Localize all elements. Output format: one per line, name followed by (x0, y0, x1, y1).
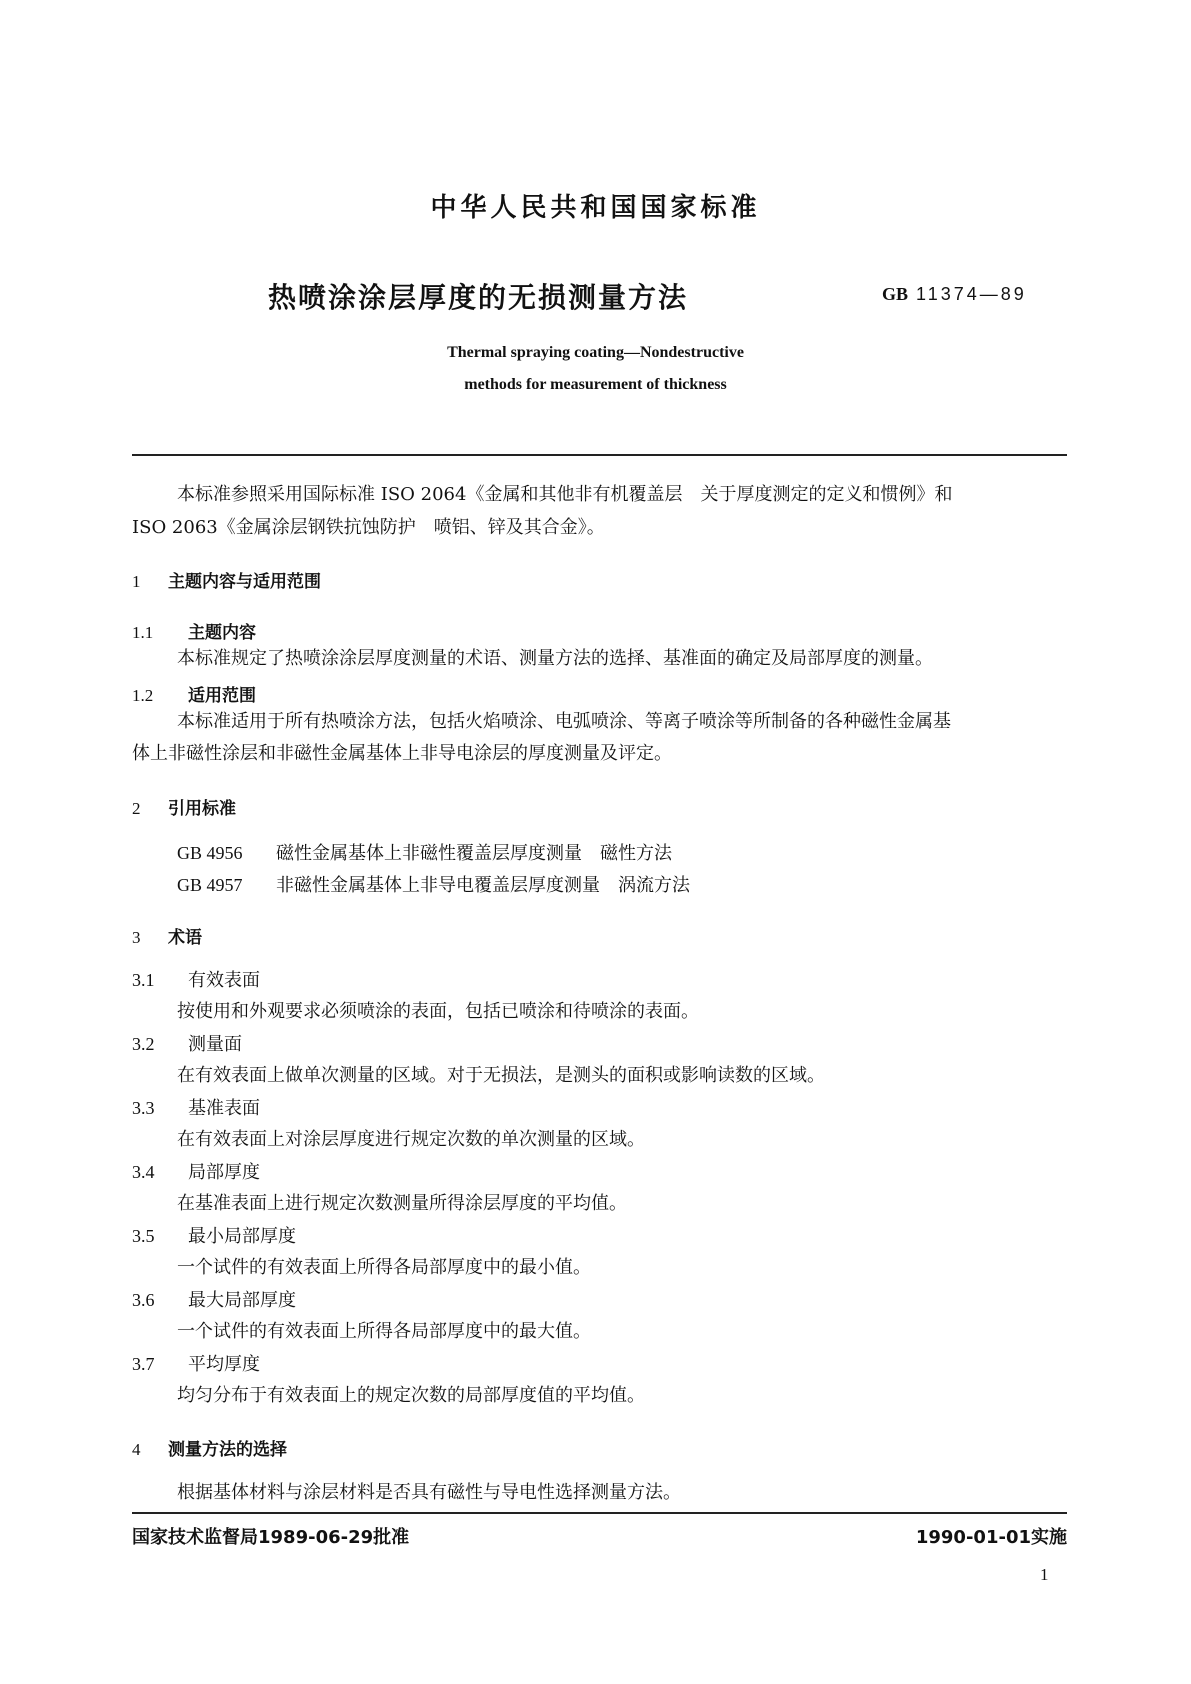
section-1-2-title: 适用范围 (188, 686, 256, 706)
term-number: 3.4 (132, 1162, 155, 1182)
term-definition: 按使用和外观要求必须喷涂的表面，包括已喷涂和待喷涂的表面。 (177, 1001, 699, 1022)
section-1-2-text-line-1: 本标准适用于所有热喷涂方法，包括火焰喷涂、电弧喷涂、等离子喷涂等所制备的各种磁性金属基 (177, 711, 951, 732)
section-3-title: 术语 (168, 928, 202, 948)
standard-prefix: GB (882, 284, 909, 304)
section-4-text: 根据基体材料与涂层材料是否具有磁性与导电性选择测量方法。 (177, 1482, 681, 1503)
section-2-number: 2 (132, 799, 141, 818)
reference-item (177, 842, 672, 865)
term-name: 有效表面 (188, 970, 260, 991)
term-name: 局部厚度 (188, 1162, 260, 1183)
term-definition: 均匀分布于有效表面上的规定次数的局部厚度值的平均值。 (177, 1385, 645, 1406)
section-1-1-number: 1.1 (132, 623, 154, 642)
approval-text: 国家技术监督局1989-06-29批准 (132, 1527, 410, 1548)
standard-number (882, 284, 1027, 305)
section-2-heading (132, 794, 236, 819)
section-1-1-title: 主题内容 (188, 623, 256, 643)
page-number: 1 (1040, 1565, 1049, 1584)
section-4-heading (132, 1435, 287, 1460)
reference-title: 非磁性金属基体上非导电覆盖层厚度测量 涡流方法 (276, 875, 690, 896)
reference-code: GB 4957 (177, 875, 243, 895)
section-1-2-heading (132, 681, 256, 706)
term-heading (132, 1033, 242, 1056)
section-3-number: 3 (132, 928, 141, 947)
term-heading (132, 1097, 260, 1120)
section-1-title: 主题内容与适用范围 (168, 572, 321, 592)
term-number: 3.6 (132, 1290, 155, 1310)
term-definition: 一个试件的有效表面上所得各局部厚度中的最大值。 (177, 1321, 591, 1342)
section-2-title: 引用标准 (168, 799, 236, 819)
english-title-line-1: Thermal spraying coating—Nondestructive (447, 344, 744, 361)
section-1-2-text-line-2: 体上非磁性涂层和非磁性金属基体上非导电涂层的厚度测量及评定。 (132, 743, 672, 764)
term-heading (132, 1353, 260, 1376)
term-number: 3.3 (132, 1098, 155, 1118)
term-heading (132, 1161, 260, 1184)
reference-title: 磁性金属基体上非磁性覆盖层厚度测量 磁性方法 (276, 843, 672, 864)
section-3-heading (132, 923, 202, 948)
term-heading (132, 1225, 296, 1248)
term-definition: 在有效表面上对涂层厚度进行规定次数的单次测量的区域。 (177, 1129, 645, 1150)
document-title: 热喷涂涂层厚度的无损测量方法 (268, 281, 689, 314)
term-number: 3.2 (132, 1034, 155, 1054)
term-name: 测量面 (188, 1034, 242, 1055)
term-definition: 在有效表面上做单次测量的区域。对于无损法，是测头的面积或影响读数的区域。 (177, 1065, 825, 1086)
intro-line-2: ISO 2063《金属涂层钢铁抗蚀防护 喷铝、锌及其合金》。 (132, 517, 605, 538)
term-name: 最大局部厚度 (188, 1290, 296, 1311)
reference-item (177, 874, 690, 897)
reference-code: GB 4956 (177, 843, 243, 863)
footer-divider (132, 1512, 1067, 1514)
english-title-line-2: methods for measurement of thickness (464, 376, 727, 393)
term-heading (132, 1289, 296, 1312)
term-number: 3.1 (132, 970, 155, 990)
national-standard-heading: 中华人民共和国国家标准 (430, 193, 761, 223)
term-name: 平均厚度 (188, 1354, 260, 1375)
standard-number-value: 11374—89 (916, 284, 1027, 304)
section-4-title: 测量方法的选择 (168, 1440, 287, 1460)
section-1-number: 1 (132, 572, 141, 591)
term-number: 3.7 (132, 1354, 155, 1374)
term-heading (132, 969, 260, 992)
section-1-2-number: 1.2 (132, 686, 154, 705)
term-name: 最小局部厚度 (188, 1226, 296, 1247)
section-1-1-heading (132, 618, 256, 643)
effective-date-text: 1990-01-01实施 (915, 1527, 1067, 1548)
term-number: 3.5 (132, 1226, 155, 1246)
header-divider (132, 454, 1067, 456)
term-name: 基准表面 (188, 1098, 260, 1119)
term-definition: 一个试件的有效表面上所得各局部厚度中的最小值。 (177, 1257, 591, 1278)
section-1-heading (132, 567, 321, 592)
intro-line-1: 本标准参照采用国际标准 ISO 2064《金属和其他非有机覆盖层 关于厚度测定的定义和惯例》和 (177, 484, 953, 505)
section-1-1-text: 本标准规定了热喷涂涂层厚度测量的术语、测量方法的选择、基准面的确定及局部厚度的测量。 (177, 648, 933, 669)
section-4-number: 4 (132, 1440, 141, 1459)
term-definition: 在基准表面上进行规定次数测量所得涂层厚度的平均值。 (177, 1193, 627, 1214)
